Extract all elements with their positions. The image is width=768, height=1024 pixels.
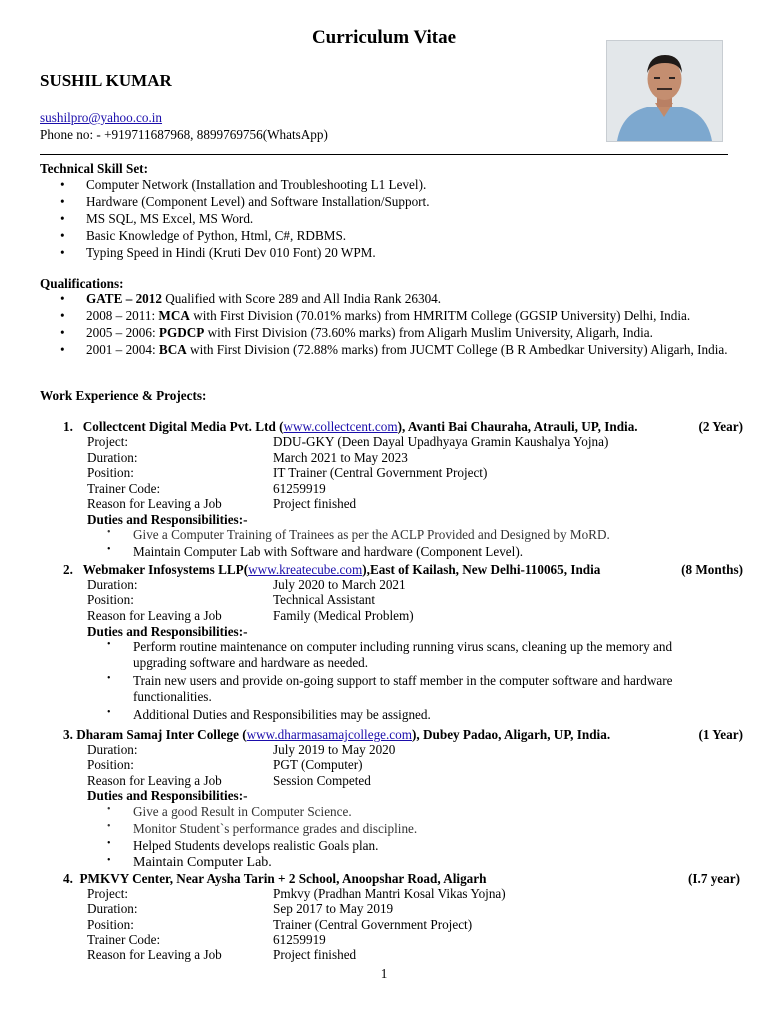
list-item: • Maintain Computer Lab.	[107, 855, 272, 870]
header-divider	[40, 154, 728, 155]
duties-list	[87, 804, 717, 872]
list-item: • Basic Knowledge of Python, Html, C#, RDBMS.	[60, 228, 347, 243]
job-row: Position: PGT (Computer)	[87, 757, 363, 772]
list-item: • Helped Students develops realistic Goals plan.	[107, 838, 379, 853]
list-item: • Additional Duties and Responsibilities may be assigned.	[107, 707, 431, 722]
list-item: • Computer Network (Installation and Troubleshooting L1 Level).	[60, 177, 427, 192]
company-link[interactable]: www.collectcent.com	[283, 419, 398, 434]
job-title-2: 2. Webmaker Infosystems LLP(www.kreatecube.com),East of Kailash, New Delhi-110065, India (8 Months)	[63, 562, 743, 577]
job-title-4: 4. PMKVY Center, Near Aysha Tarin + 2 School, Anoopshar Road, Aligarh (I.7 year)	[63, 871, 740, 886]
candidate-name: SUSHIL KUMAR	[40, 71, 172, 90]
profile-photo	[606, 40, 723, 142]
job-row: Project: DDU-GKY (Deen Dayal Upadhyaya Gramin Kaushalya Yojna)	[87, 434, 609, 449]
list-item: • Give a Computer Training of Trainees as per the ACLP Provided and Designed by MoRD.	[107, 527, 610, 542]
job-period: (I.7 year)	[688, 871, 740, 886]
job-row: Project: Pmkvy (Pradhan Mantri Kosal Vikas Yojna)	[87, 886, 506, 901]
job-row: Position: Trainer (Central Government Project)	[87, 917, 473, 932]
company-link[interactable]: www.dharmasamajcollege.com	[246, 727, 413, 742]
list-item: • Train new users and provide on-going support to staff member in the computer software and hardware functionalities.	[107, 673, 673, 704]
list-item: • Maintain Computer Lab with Software and hardware (Component Level).	[107, 544, 524, 559]
skills-list	[40, 177, 730, 262]
job-row: Position: IT Trainer (Central Government Project)	[87, 465, 488, 480]
list-item: • Hardware (Component Level) and Software Installation/Support.	[60, 194, 430, 209]
duties-heading: Duties and Responsibilities:-	[87, 512, 248, 527]
skills-heading: Technical Skill Set:	[40, 161, 148, 176]
job-period: (1 Year)	[698, 727, 743, 742]
job-row: Duration: July 2019 to May 2020	[87, 742, 396, 757]
list-item: • 2005 – 2006: PGDCP with First Division (73.60% marks) from Aligarh Muslim University, Aligarh, India.	[60, 325, 653, 340]
qualifications-list	[40, 291, 743, 375]
job-row: Reason for Leaving a Job Session Competed	[87, 773, 371, 788]
list-item: • Monitor Student`s performance grades and discipline.	[107, 821, 418, 836]
list-item: • MS SQL, MS Excel, MS Word.	[60, 211, 254, 226]
job-row: Trainer Code: 61259919	[87, 932, 326, 947]
qualifications-heading: Qualifications:	[40, 276, 124, 291]
job-period: (2 Year)	[698, 419, 743, 434]
job-row: Duration: July 2020 to March 2021	[87, 577, 406, 592]
job-row: Reason for Leaving a Job Family (Medical Problem)	[87, 608, 414, 623]
document-title: Curriculum Vitae	[311, 27, 457, 48]
job-period: (8 Months)	[681, 562, 743, 577]
job-title-3: 3. Dharam Samaj Inter College (www.dharmasamajcollege.com), Dubey Padao, Aligarh, UP, India. (1 Year)	[63, 727, 743, 742]
company-link[interactable]: www.kreatecube.com	[248, 562, 363, 577]
list-item: • Perform routine maintenance on computer including running virus scans, cleaning up the memory and upgrading software and hardware as needed.	[107, 639, 673, 670]
job-row: Reason for Leaving a Job Project finished	[87, 947, 357, 962]
job-row: Trainer Code: 61259919	[87, 481, 326, 496]
duties-heading: Duties and Responsibilities:-	[87, 624, 248, 639]
duties-list	[87, 527, 737, 561]
list-item: • GATE – 2012 Qualified with Score 289 and All India Rank 26304.	[60, 291, 442, 306]
list-item: • 2008 – 2011: MCA with First Division (70.01% marks) from HMRITM College (GGSIP University) Delhi, India.	[60, 308, 691, 323]
list-item: • Typing Speed in Hindi (Kruti Dev 010 Font) 20 WPM.	[60, 245, 376, 260]
page-number: 1	[380, 966, 388, 981]
duties-heading: Duties and Responsibilities:-	[87, 788, 248, 803]
job-row: Duration: Sep 2017 to May 2019	[87, 901, 394, 916]
job-row: Duration: March 2021 to May 2023	[87, 450, 408, 465]
job-title-1: 1. Collectcent Digital Media Pvt. Ltd (www.collectcent.com), Avanti Bai Chauraha, Atrauli, UP, India. (2 Year)	[63, 419, 743, 434]
list-item: • Give a good Result in Computer Science.	[107, 804, 352, 819]
email-link[interactable]: sushilpro@yahoo.co.in	[40, 110, 163, 125]
work-heading: Work Experience & Projects:	[40, 388, 207, 403]
list-item: • 2001 – 2004: BCA with First Division (72.88% marks) from JUCMT College (B R Ambedkar University) Aligarh, India.	[60, 342, 728, 357]
duties-list	[87, 639, 717, 724]
job-row: Position: Technical Assistant	[87, 592, 375, 607]
phone-number: Phone no: - +919711687968, 8899769756(WhatsApp)	[40, 127, 328, 142]
job-row: Reason for Leaving a Job Project finished	[87, 496, 357, 511]
